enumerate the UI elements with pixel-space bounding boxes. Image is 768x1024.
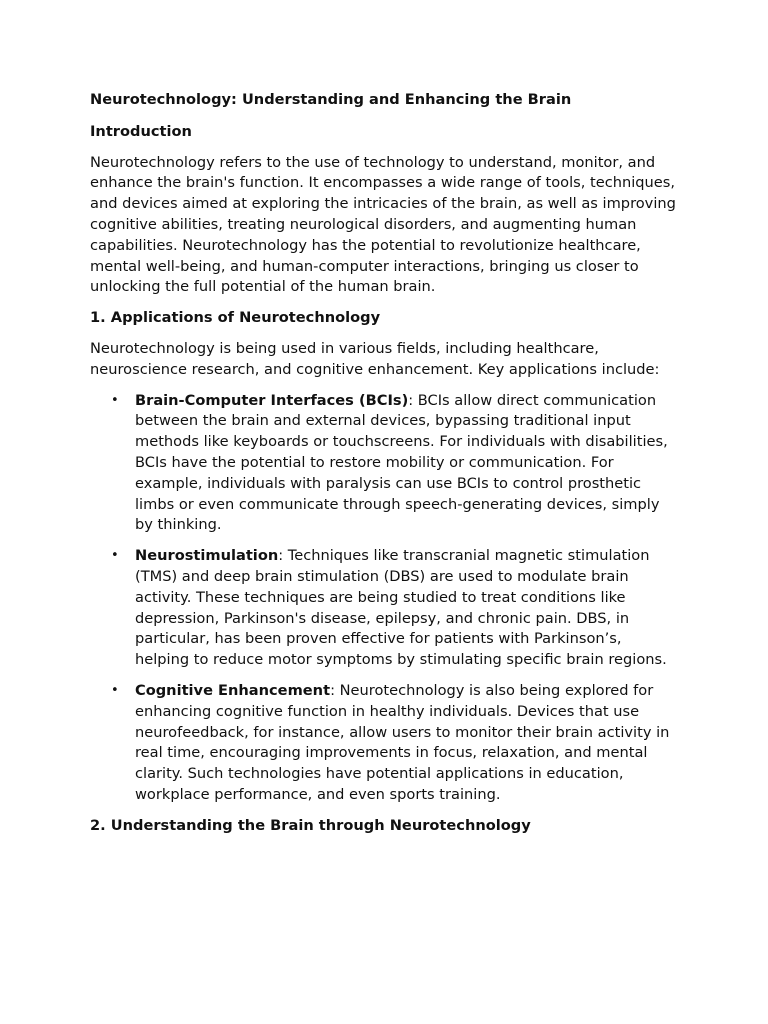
list-item-text: : Neurotechnology is also being explored for enhancing cognitive function in healthy individuals. Devices that use neurofeedback, for instance, allow users to monitor their brain activity in real time, encouraging improvements in focus, relaxation, and mental clarity. Such technologies have potential applications in education, workplace performance, and even sports training. bbox=[135, 681, 670, 803]
bullet-icon: • bbox=[111, 682, 119, 698]
list-item-text: : BCIs allow direct communication between the brain and external devices, bypassing traditional input methods like keyboards or touchscreens. For individuals with disabilities, BCIs have the potential to restore mobility or communication. For example, individuals with paralysis can use BCIs to control prosthetic limbs or even communicate through speech-generating devices, simply by thinking. bbox=[135, 391, 668, 534]
introduction-paragraph: Neurotechnology refers to the use of technology to understand, monitor, and enhance the brain's function. It encompasses a wide range of tools, techniques, and devices aimed at exploring the intricacies of the brain, as well as improving cognitive abilities, treating neurological disorders, and augmenting human capabilities. Neurotechnology has the potential to revolutionize healthcare, mental well-being, and human-computer interactions, bringing us closer to unlocking the full potential of the human brain. bbox=[90, 153, 676, 296]
applications-paragraph: Neurotechnology is being used in various fields, including healthcare, neuroscience research, and cognitive enhancement. Key applications include: bbox=[90, 339, 660, 378]
bullet-icon: • bbox=[111, 548, 119, 564]
list-item-neurostimulation bbox=[111, 546, 680, 671]
list-item-term: Neurostimulation bbox=[135, 547, 279, 565]
list-item-term: Brain-Computer Interfaces (BCIs) bbox=[135, 391, 409, 409]
understanding-heading: 2. Understanding the Brain through Neurotechnology bbox=[90, 816, 531, 834]
list-item-term: Cognitive Enhancement bbox=[135, 681, 331, 699]
applications-heading: 1. Applications of Neurotechnology bbox=[90, 309, 381, 327]
document-title: Neurotechnology: Understanding and Enhancing the Brain bbox=[90, 91, 572, 108]
bullet-icon: • bbox=[111, 392, 119, 408]
list-item-text: : Techniques like transcranial magnetic stimulation (TMS) and deep brain stimulation (DBS) are used to modulate brain activity. These techniques are being studied to treat conditions like depression, Parkinson's disease, epilepsy, and chronic pain. DBS, in particular, has been proven effective for patients with Parkinson’s, helping to reduce motor symptoms by stimulating specific brain regions. bbox=[135, 547, 667, 669]
applications-list bbox=[90, 391, 680, 806]
document-page bbox=[90, 90, 680, 837]
introduction-heading: Introduction bbox=[90, 122, 192, 140]
list-item-cognitive-enhancement bbox=[111, 681, 680, 806]
list-item-bcis bbox=[111, 391, 680, 537]
